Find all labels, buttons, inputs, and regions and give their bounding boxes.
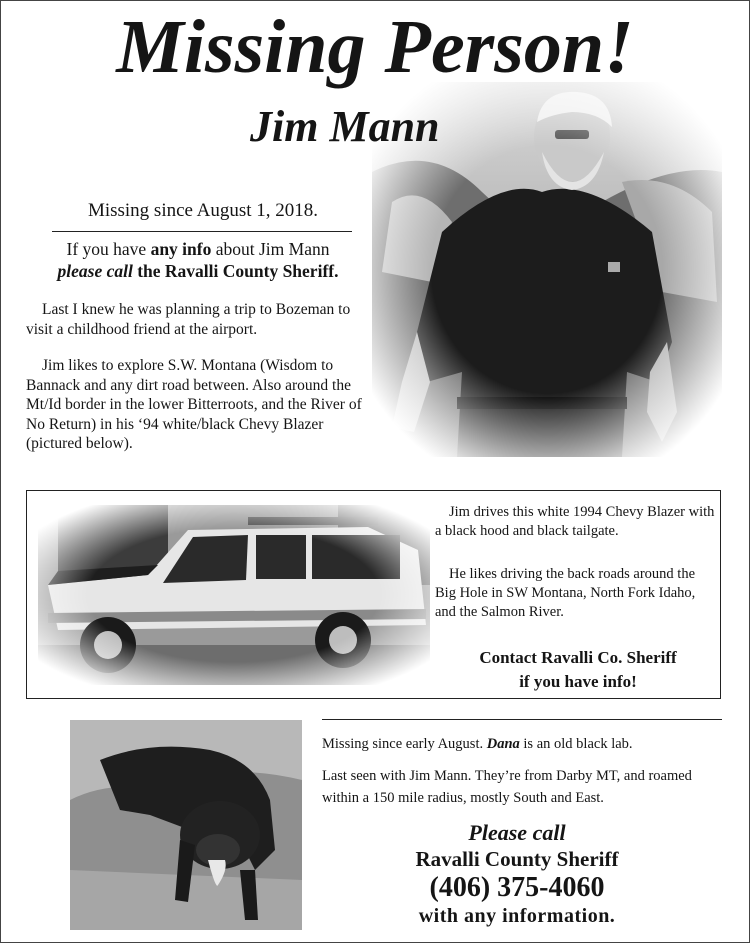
- contact-sheriff-notice: [438, 646, 718, 694]
- missing-since-date: Missing since August 1, 2018.: [87, 200, 319, 221]
- divider: [52, 231, 352, 232]
- dog-last-seen: Last seen with Jim Mann. They’re from Darby MT, and roamed within a 150 mile radius, mostly South and East.: [322, 768, 692, 806]
- dog-missing-line: Missing since early August. Dana is an old black lab.: [322, 736, 633, 752]
- dog-dana-photo: [70, 720, 302, 930]
- with-any-information: with any information.: [418, 905, 616, 927]
- blazer-description: Jim drives this white 1994 Chevy Blazer with a black hood and black tailgate.: [435, 504, 715, 539]
- missing-person-name: Jim Mann: [250, 102, 440, 151]
- dog-section-divider: [322, 719, 722, 720]
- contact-line-2: if you have info!: [519, 672, 637, 691]
- info-call-notice: [26, 238, 370, 282]
- back-roads-paragraph: He likes driving the back roads around the Big Hole in SW Montana, North Fork Idaho, and the Salmon River.: [435, 566, 696, 620]
- bozeman-trip-paragraph: Last I knew he was planning a trip to Bozeman to visit a childhood friend at the airport.: [26, 301, 351, 338]
- chevy-blazer-photo: [38, 505, 430, 685]
- contact-line-1: Contact Ravalli Co. Sheriff: [479, 648, 677, 667]
- info-line-1: If you have any info about Jim Mann: [66, 239, 330, 259]
- sheriff-phone: (406) 375-4060: [429, 872, 605, 903]
- poster-title: Missing Person!: [116, 5, 634, 89]
- sheriff-name: Ravalli County Sheriff: [415, 847, 619, 871]
- dog-name: Dana: [486, 736, 520, 752]
- dog-call-sheriff: [388, 820, 646, 929]
- info-line-2: please call the Ravalli County Sheriff.: [57, 261, 339, 281]
- explore-montana-paragraph: Jim likes to explore S.W. Montana (Wisdom to Bannack and any dirt road between. Also around the Mt/Id border in the lower Bitterroots, and the River of No Return) in his ‘94 white/black Chevy Blazer (pictured below).: [26, 357, 362, 452]
- please-call: Please call: [468, 820, 566, 845]
